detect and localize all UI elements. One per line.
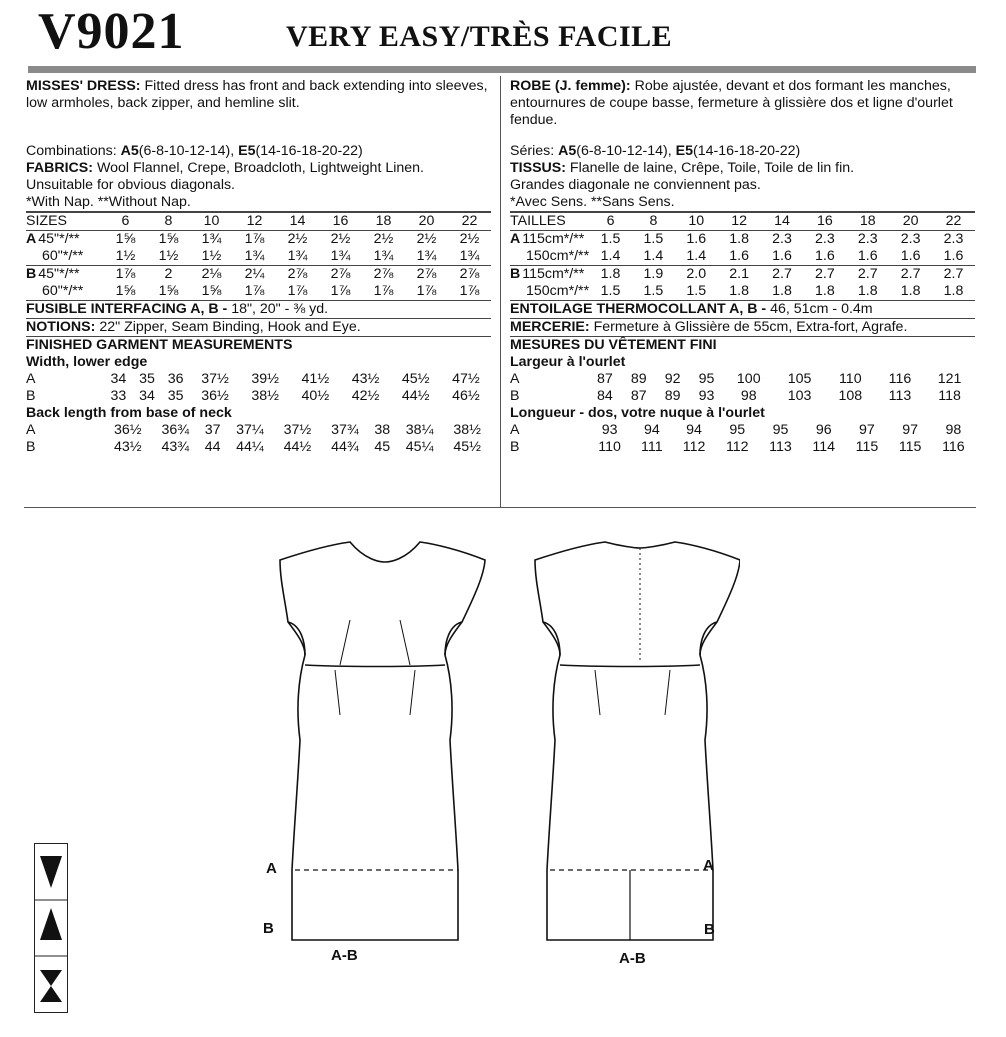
measurement-cell: 97	[859, 422, 875, 438]
yardage-cell: 2⅞	[416, 266, 437, 282]
yardage-cell: 2⅞	[459, 266, 480, 282]
combinations: Séries: A5(6-8-10-12-14), E5(14-16-18-20-22)	[510, 143, 801, 159]
measurement-cell: 93	[601, 422, 618, 438]
measurement-cell: 112	[682, 439, 706, 455]
unsuitable-note: Unsuitable for obvious diagonals.	[26, 177, 236, 193]
size-cell: 6	[121, 213, 130, 229]
measurement-cell: 116	[888, 371, 912, 387]
width-table	[26, 371, 491, 405]
size-cell: 14	[774, 213, 790, 229]
measurement-cell: 94	[686, 422, 702, 438]
yardage-cell: 1.8	[900, 283, 921, 299]
yardage-cell: 1.4	[686, 248, 707, 264]
measurement-row	[510, 388, 975, 405]
interfacing: ENTOILAGE THERMOCOLLANT A, B - 46, 51cm - 0.4m	[510, 301, 975, 319]
size-cell: 16	[332, 213, 349, 229]
measurement-cell: 95	[698, 371, 715, 387]
measurement-cell: 46½	[452, 388, 480, 404]
yardage-cell: 2.0	[686, 266, 707, 282]
measurement-cell: 112	[725, 439, 749, 455]
yardage-cell: 2½	[373, 231, 394, 247]
measurement-cell: 38	[374, 422, 391, 438]
measurement-row	[510, 439, 975, 456]
size-cell: 20	[418, 213, 435, 229]
yardage-cell: 1⅞	[416, 283, 437, 299]
yardage-cell: 2½	[459, 231, 480, 247]
measurement-view: B	[510, 439, 520, 455]
yardage-cell: 1¾	[373, 248, 394, 264]
nap-note: *With Nap. **Without Nap.	[26, 194, 491, 212]
measurement-cell: 114	[812, 439, 836, 455]
measurement-row	[510, 371, 975, 388]
yardage-cell: 1½	[201, 248, 222, 264]
back-caption: A-B	[619, 950, 646, 967]
measurement-view: B	[26, 388, 36, 404]
yardage-cell: 1⅞	[373, 283, 394, 299]
yardage-cell: 1.8	[729, 231, 750, 247]
measurement-cell: 111	[641, 439, 663, 455]
measurement-cell: 98	[945, 422, 962, 438]
yardage-row	[26, 231, 491, 249]
size-cell: 10	[688, 213, 705, 229]
garment-drawings	[240, 530, 740, 970]
measurement-row	[26, 422, 491, 439]
measurement-cell: 43¾	[161, 439, 190, 455]
measurement-cell: 92	[664, 371, 681, 387]
width-table	[510, 371, 975, 405]
yardage-cell: 2⅛	[201, 266, 222, 282]
measurement-cell: 89	[630, 371, 647, 387]
yardage-cell: 1⅝	[115, 231, 136, 247]
measurement-cell: 108	[838, 388, 863, 404]
notions: MERCERIE: Fermeture à Glissière de 55cm, Extra-fort, Agrafe.	[510, 319, 975, 337]
measurement-cell: 97	[902, 422, 919, 438]
measurement-cell: 105	[787, 371, 812, 387]
measurement-cell: 37	[204, 422, 221, 438]
measurement-cell: 38½	[251, 388, 280, 404]
notions: NOTIONS: 22" Zipper, Seam Binding, Hook and Eye.	[26, 319, 491, 337]
measurement-cell: 45½	[401, 371, 430, 387]
yardage-cell: 1⅞	[244, 283, 265, 299]
sizes-row	[26, 213, 491, 231]
yardage-label: A 45"*/**	[26, 231, 80, 247]
measurement-cell: 44½	[283, 439, 312, 455]
yardage-cell: 1⅝	[158, 231, 179, 247]
measurement-cell: 37¼	[236, 422, 264, 438]
finished-heading: MESURES DU VÊTEMENT FINI	[510, 337, 717, 353]
yardage-cell: 1⅞	[115, 266, 136, 282]
measurement-cell: 35	[139, 371, 155, 387]
measurement-cell: 93	[698, 388, 715, 404]
measurement-view: A	[510, 422, 520, 438]
size-cell: 22	[461, 213, 478, 229]
measurement-cell: 39½	[251, 371, 280, 387]
measurement-cell: 95	[729, 422, 746, 438]
measurement-cell: 98	[740, 388, 757, 404]
size-cell: 22	[945, 213, 962, 229]
interfacing: FUSIBLE INTERFACING A, B - 18", 20" - ⅜ yd.	[26, 301, 491, 319]
column-divider	[500, 76, 501, 508]
yardage-row	[510, 283, 975, 301]
size-cell: 12	[246, 213, 263, 229]
measurement-cell: 47½	[452, 371, 480, 387]
measurement-row	[510, 422, 975, 439]
yardage-cell: 1.5	[643, 283, 664, 299]
yardage-cell: 1.8	[729, 283, 750, 299]
size-cell: 14	[289, 213, 306, 229]
measurement-cell: 34	[139, 388, 155, 404]
measurement-cell: 42½	[351, 388, 380, 404]
yardage-cell: 1.6	[815, 248, 835, 264]
yardage-label: B 45"*/**	[26, 266, 80, 282]
yardage-cell: 2.7	[900, 266, 921, 282]
yardage-cell: 2	[164, 266, 173, 282]
yardage-cell: 1¾	[416, 248, 437, 264]
yardage-cell: 2.7	[772, 266, 792, 282]
yardage-cell: 2½	[330, 231, 351, 247]
measurement-cell: 34	[110, 371, 127, 387]
front-hem-a-label: A	[266, 860, 277, 877]
measurement-cell: 37¾	[331, 422, 359, 438]
sizes-label: TAILLES	[510, 213, 566, 229]
yardage-cell: 1½	[158, 248, 179, 264]
measurement-cell: 38½	[453, 422, 481, 438]
measurement-row	[26, 439, 491, 456]
yardage-row	[26, 266, 491, 284]
yardage-row	[510, 248, 975, 266]
measurement-cell: 45	[374, 439, 391, 455]
width-heading: Width, lower edge	[26, 354, 148, 370]
yardage-cell: 1⅝	[158, 283, 179, 299]
measurement-row	[26, 371, 491, 388]
length-table	[510, 422, 975, 456]
yardage-cell: 2.3	[943, 231, 964, 247]
yardage-cell: 1.5	[600, 231, 621, 247]
measurement-cell: 113	[888, 388, 912, 404]
yardage-label: 150cm*/**	[526, 248, 590, 264]
measurement-cell: 100	[736, 371, 761, 387]
yardage-cell: 2⅞	[373, 266, 394, 282]
measurement-view: A	[26, 422, 36, 438]
difficulty-heading: VERY EASY/TRÈS FACILE	[286, 20, 673, 53]
measurement-cell: 38¼	[405, 422, 434, 438]
measurement-cell: 37½	[201, 371, 229, 387]
yardage-cell: 1.8	[857, 283, 878, 299]
yardage-cell: 2½	[287, 231, 308, 247]
yardage-cell: 1¾	[287, 248, 308, 264]
size-cell: 8	[649, 213, 658, 229]
size-cell: 16	[817, 213, 833, 229]
size-cell: 12	[731, 213, 748, 229]
measurement-cell: 44½	[401, 388, 430, 404]
measurement-cell: 43½	[113, 439, 142, 455]
yardage-cell: 1.8	[815, 283, 835, 299]
yardage-cell: 2⅞	[287, 266, 308, 282]
measurement-cell: 44¾	[331, 439, 359, 455]
measurement-cell: 84	[597, 388, 613, 404]
yardage-label: 60"*/**	[42, 248, 84, 264]
unsuitable-note: Grandes diagonale ne conviennent pas.	[510, 177, 761, 193]
measurement-cell: 87	[630, 388, 647, 404]
sizes-label: SIZES	[26, 213, 67, 229]
measurement-cell: 36¾	[161, 422, 190, 438]
yardage-cell: 1.6	[772, 248, 792, 264]
front-hem-b-label: B	[263, 920, 274, 937]
yardage-cell: 1.4	[643, 248, 664, 264]
yardage-cell: 2.3	[815, 231, 835, 247]
measurement-view: A	[26, 371, 36, 387]
hourglass-icon	[40, 970, 62, 1002]
measurement-cell: 35	[167, 388, 184, 404]
yardage-cell: 1.8	[943, 283, 964, 299]
measurement-view: B	[26, 439, 36, 455]
yardage-cell: 1.6	[729, 248, 750, 264]
triangle-down-icon	[40, 856, 62, 888]
yardage-cell: 2¼	[244, 266, 265, 282]
size-cell: 10	[203, 213, 220, 229]
back-view-drawing	[535, 542, 740, 940]
yardage-row	[26, 283, 491, 301]
description: MISSES' DRESS: Fitted dress has front and back extending into sleeves, low armholes, back zipper, and hemline slit.	[26, 78, 488, 111]
yardage-cell: 1⅝	[115, 283, 136, 299]
yardage-cell: 1.6	[900, 248, 921, 264]
size-cell: 18	[375, 213, 392, 229]
yardage-cell: 1⅞	[287, 283, 308, 299]
measurement-cell: 41½	[301, 371, 330, 387]
yardage-cell: 1½	[115, 248, 136, 264]
yardage-cell: 2½	[416, 231, 437, 247]
yardage-cell: 1¾	[244, 248, 265, 264]
yardage-cell: 1.8	[600, 266, 621, 282]
combinations: Combinations: A5(6-8-10-12-14), E5(14-16-18-20-22)	[26, 143, 363, 159]
measurement-cell: 115	[898, 439, 922, 455]
yardage-cell: 1⅞	[330, 283, 351, 299]
length-heading: Back length from base of neck	[26, 405, 232, 421]
yardage-cell: 2⅞	[330, 266, 351, 282]
yardage-label: B 115cm*/**	[510, 266, 585, 282]
measurement-row	[26, 388, 491, 405]
yardage-cell: 1.5	[600, 283, 621, 299]
yardage-label: 60"*/**	[42, 283, 84, 299]
sizes-row	[510, 213, 975, 231]
measurement-view: B	[510, 388, 520, 404]
description: ROBE (J. femme): Robe ajustée, devant et dos formant les manches, entournures de coupe basse, fermeture à glissière dos et ligne d'ourlet fendue.	[510, 78, 953, 128]
measurement-cell: 45½	[453, 439, 481, 455]
yardage-cell: 1⅞	[244, 231, 265, 247]
yardage-cell: 1.8	[772, 283, 792, 299]
yardage-cell: 2.7	[943, 266, 964, 282]
yardage-cell: 1¾	[201, 231, 222, 247]
measurement-cell: 87	[597, 371, 613, 387]
yardage-label: 150cm*/**	[526, 283, 590, 299]
size-cell: 18	[859, 213, 876, 229]
measurement-cell: 113	[769, 439, 792, 455]
measurement-cell: 44¼	[236, 439, 264, 455]
measurement-cell: 118	[938, 388, 961, 404]
length-heading: Longueur - dos, votre nuque à l'ourlet	[510, 405, 765, 421]
measurement-cell: 40½	[301, 388, 330, 404]
measurement-cell: 43½	[351, 371, 380, 387]
yardage-cell: 2.7	[815, 266, 835, 282]
size-cell: 8	[164, 213, 173, 229]
measurement-cell: 116	[942, 439, 965, 455]
table-bottom-rule	[24, 507, 976, 508]
yardage-cell: 1⅞	[459, 283, 480, 299]
measurement-cell: 89	[664, 388, 681, 404]
measurement-cell: 103	[787, 388, 812, 404]
measurement-cell: 37½	[283, 422, 312, 438]
yardage-label: A 115cm*/**	[510, 231, 585, 247]
yardage-cell: 1.5	[686, 283, 707, 299]
triangle-up-icon	[40, 908, 62, 940]
size-cell: 20	[902, 213, 919, 229]
english-column	[26, 78, 491, 456]
size-cell: 6	[606, 213, 615, 229]
french-column	[510, 78, 975, 456]
yardage-cell: 1¾	[459, 248, 480, 264]
measurement-cell: 45¼	[405, 439, 434, 455]
measurement-cell: 33	[110, 388, 127, 404]
measurement-view: A	[510, 371, 520, 387]
yardage-row	[510, 266, 975, 284]
measurement-cell: 96	[815, 422, 832, 438]
measurement-cell: 94	[643, 422, 660, 438]
yardage-cell: 1.6	[943, 248, 964, 264]
yardage-cell: 2.3	[772, 231, 792, 247]
length-table	[26, 422, 491, 456]
front-view-drawing	[280, 542, 485, 940]
yardage-row	[26, 248, 491, 266]
measurement-cell: 110	[598, 439, 621, 455]
yardage-table	[26, 212, 491, 301]
yardage-row	[510, 231, 975, 249]
yardage-cell: 1.4	[600, 248, 621, 264]
yardage-cell: 1.9	[643, 266, 664, 282]
back-hem-b-label: B	[704, 921, 715, 938]
yardage-cell: 2.7	[857, 266, 878, 282]
measurement-cell: 121	[937, 371, 962, 387]
measurement-cell: 44	[204, 439, 221, 455]
yardage-cell: 2.1	[729, 266, 750, 282]
header-rule	[28, 66, 976, 73]
measurement-cell: 95	[772, 422, 789, 438]
yardage-cell: 1⅝	[201, 283, 222, 299]
front-caption: A-B	[331, 947, 358, 964]
measurement-cell: 115	[855, 439, 879, 455]
measurement-cell: 36½	[201, 388, 229, 404]
yardage-table	[510, 212, 975, 301]
width-heading: Largeur à l'ourlet	[510, 354, 626, 370]
measurement-cell: 110	[838, 371, 862, 387]
finished-heading: FINISHED GARMENT MEASUREMENTS	[26, 337, 293, 353]
nap-note: *Avec Sens. **Sans Sens.	[510, 194, 975, 212]
yardage-cell: 1.6	[857, 248, 878, 264]
measurement-cell: 36½	[113, 422, 142, 438]
yardage-cell: 2.3	[857, 231, 878, 247]
pattern-number: V9021	[38, 3, 185, 60]
fabrics: FABRICS: Wool Flannel, Crepe, Broadcloth, Lightweight Linen.	[26, 160, 424, 176]
yardage-cell: 2.3	[900, 231, 921, 247]
yardage-cell: 1.5	[643, 231, 664, 247]
fabrics: TISSUS: Flanelle de laine, Crêpe, Toile, Toile de lin fin.	[510, 160, 855, 176]
yardage-cell: 1.6	[686, 231, 707, 247]
yardage-cell: 1¾	[330, 248, 351, 264]
back-hem-a-label: A	[703, 857, 714, 874]
symbol-legend	[34, 843, 68, 1013]
measurement-cell: 36	[167, 371, 184, 387]
